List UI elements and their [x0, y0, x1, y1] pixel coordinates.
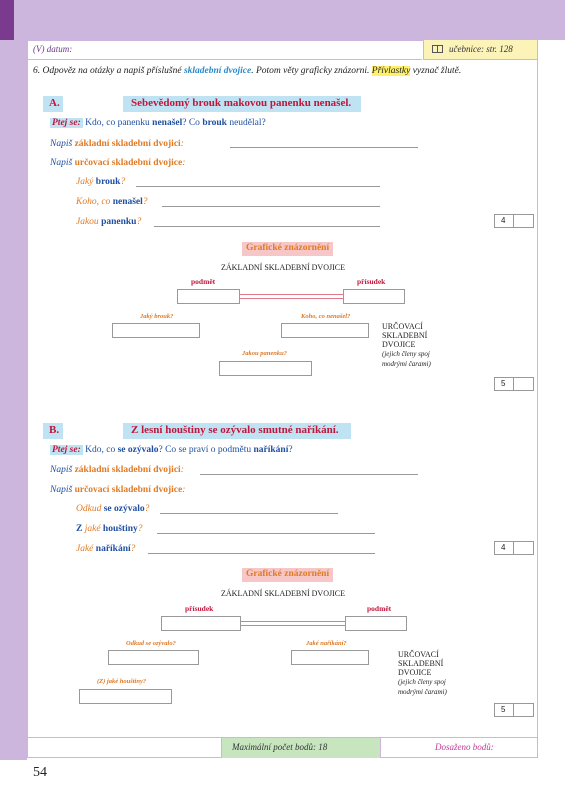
ptej-text: neudělal? [226, 118, 266, 128]
urc-note-line: SKLADEBNÍ [398, 659, 444, 668]
section-a-zakl-prompt [50, 139, 184, 149]
prompt-text: Napiš [50, 139, 75, 149]
urc-box-1[interactable] [108, 650, 199, 665]
score-box[interactable] [494, 703, 534, 717]
urc-label-3: Jakou panenku? [242, 350, 287, 357]
zakl-dvojice-label: ZÁKLADNÍ SKLADEBNÍ DVOJICE [221, 263, 345, 272]
prompt-text: : [180, 465, 184, 475]
podmet-label: podmět [191, 277, 216, 286]
prompt-text: Napiš [50, 465, 75, 475]
max-points: Maximální počet bodů: 18 [221, 738, 381, 758]
ptej-label: Ptej se: [52, 445, 81, 455]
connector-double-line [241, 621, 345, 626]
urc-label-1: Jaký brouk? [140, 313, 174, 320]
urc-note-hint: (jejich členy spoj [398, 678, 446, 686]
urc-box-3[interactable] [219, 361, 312, 376]
ptej-text: Kdo, co [82, 445, 118, 455]
q-text: ? [136, 217, 142, 227]
task-instruction [33, 66, 461, 76]
prompt-text: : [180, 139, 184, 149]
section-a-q1 [76, 177, 125, 187]
textbook-label: učebnice: str. 128 [449, 44, 513, 54]
urc-note-hint: modrými čarami) [382, 360, 431, 368]
q-text: ? [137, 524, 143, 534]
urc-label-2: Koho, co nenašel? [301, 313, 351, 320]
q-text: ? [130, 544, 136, 554]
ptej-bold: brouk [202, 118, 227, 128]
prompt-bold: základní skladební dvojici [74, 139, 181, 149]
ptej-bold: se ozývalo [117, 445, 159, 455]
urc-box-2[interactable] [291, 650, 369, 665]
date-label: (V) datum: [33, 44, 73, 54]
q-text: Odkud [76, 504, 104, 514]
q-text: Jaký [76, 177, 96, 187]
q-bold: nenašel [112, 197, 143, 207]
prompt-text: Napiš [50, 158, 75, 168]
ptej-text: ? Co se praví o podmětu [158, 445, 254, 455]
prompt-text: : [182, 485, 186, 495]
prisudek-label: přísudek [185, 604, 214, 613]
answer-line[interactable] [154, 226, 380, 227]
podmet-box[interactable] [177, 289, 240, 304]
score-box[interactable] [494, 541, 534, 555]
achieved-points[interactable]: Dosaženo bodů: [435, 742, 494, 752]
section-a-letter: A. [43, 96, 63, 112]
graphic-heading: Grafické znázornění [242, 242, 333, 256]
task-text-bold: skladební dvojice [183, 66, 252, 76]
urc-note [382, 322, 431, 369]
answer-line[interactable] [230, 147, 418, 148]
task-text-3: vyznač žlutě. [410, 66, 462, 76]
q-text: jaké [84, 524, 103, 534]
urc-note-line: DVOJICE [398, 668, 432, 677]
urc-label-2: Jaké naříkání? [306, 640, 347, 647]
prompt-text: : [182, 158, 186, 168]
answer-line[interactable] [160, 513, 338, 514]
ptej-bold: naříkání [253, 445, 289, 455]
q-bold: naříkání [95, 544, 131, 554]
score-box[interactable] [494, 377, 534, 391]
section-a-ptej [50, 118, 266, 128]
urc-note-line: URČOVACÍ [398, 650, 439, 659]
book-icon [432, 45, 443, 53]
top-tab [0, 0, 14, 40]
answer-line[interactable] [200, 474, 418, 475]
q-text: ? [144, 504, 150, 514]
footer [27, 737, 538, 758]
page-number: 54 [33, 765, 47, 780]
prisudek-box[interactable] [343, 289, 405, 304]
urc-note [398, 650, 447, 697]
task-text-2: . Potom věty graficky znázorni. [251, 66, 372, 76]
urc-note-hint: modrými čarami) [398, 688, 447, 696]
section-b-q2 [76, 524, 143, 534]
q-bold: houštiny [102, 524, 138, 534]
prompt-bold: určovací skladební dvojice [74, 158, 183, 168]
q-bold: brouk [95, 177, 121, 187]
section-b-zakl-prompt [50, 465, 184, 475]
answer-line[interactable] [148, 553, 375, 554]
score-value: 5 [501, 705, 506, 714]
ptej-label: Ptej se: [52, 118, 81, 128]
task-text-highlight: Přívlastky [371, 66, 411, 76]
podmet-label: podmět [367, 604, 392, 613]
score-value: 5 [501, 379, 506, 388]
urc-box-1[interactable] [112, 323, 200, 338]
ptej-text: ? Co [182, 118, 203, 128]
date-field[interactable] [27, 40, 422, 60]
section-b-sentence: Z lesní houštiny se ozývalo smutné naříkání. [123, 423, 351, 439]
prompt-bold: určovací skladební dvojice [74, 485, 183, 495]
zakl-dvojice-label: ZÁKLADNÍ SKLADEBNÍ DVOJICE [221, 589, 345, 598]
prisudek-label: přísudek [357, 277, 386, 286]
urc-label-1: Odkud se ozývalo? [126, 640, 176, 647]
section-b-q3 [76, 544, 135, 554]
section-b-q1 [76, 504, 149, 514]
graphic-heading: Grafické znázornění [242, 568, 333, 582]
score-box[interactable] [494, 214, 534, 228]
answer-line[interactable] [162, 206, 380, 207]
textbook-reference [423, 40, 537, 60]
urc-note-line: URČOVACÍ [382, 322, 423, 331]
score-value: 4 [501, 216, 506, 225]
urc-box-3[interactable] [79, 689, 172, 704]
q-text: Jakou [76, 217, 102, 227]
prisudek-box[interactable] [161, 616, 241, 631]
section-a-q2 [76, 197, 148, 207]
q-text: Jaké [76, 544, 96, 554]
ptej-text: ? [288, 445, 293, 455]
urc-note-hint: (jejich členy spoj [382, 350, 430, 358]
q-bold: panenku [101, 217, 137, 227]
prompt-text: Napiš [50, 485, 75, 495]
score-value: 4 [501, 543, 506, 552]
urc-note-line: SKLADEBNÍ [382, 331, 428, 340]
ptej-text: Kdo, co panenku [82, 118, 153, 128]
section-b-ptej [50, 445, 293, 455]
section-a-q3 [76, 217, 141, 227]
left-bar [0, 40, 27, 760]
q-text: Koho, co [76, 197, 113, 207]
urc-note-line: DVOJICE [382, 340, 416, 349]
q-bold: se ozývalo [103, 504, 145, 514]
urc-label-3: (Z) jaké houštiny? [97, 678, 147, 685]
urc-box-2[interactable] [281, 323, 369, 338]
connector-double-line [240, 294, 343, 299]
ptej-bold: nenašel [152, 118, 183, 128]
answer-line[interactable] [157, 533, 375, 534]
top-band [0, 0, 565, 40]
section-a-sentence: Sebevědomý brouk makovou panenku nenašel. [123, 96, 361, 112]
podmet-box[interactable] [345, 616, 407, 631]
answer-line[interactable] [136, 186, 380, 187]
prompt-bold: základní skladební dvojici [74, 465, 181, 475]
q-bold: Z [76, 524, 85, 534]
section-b-urc-prompt [50, 485, 185, 495]
q-text: ? [120, 177, 126, 187]
q-text: ? [142, 197, 148, 207]
task-text-1: 6. Odpověz na otázky a napiš příslušné [33, 66, 184, 76]
section-b-letter: B. [43, 423, 63, 439]
section-a-urc-prompt [50, 158, 185, 168]
